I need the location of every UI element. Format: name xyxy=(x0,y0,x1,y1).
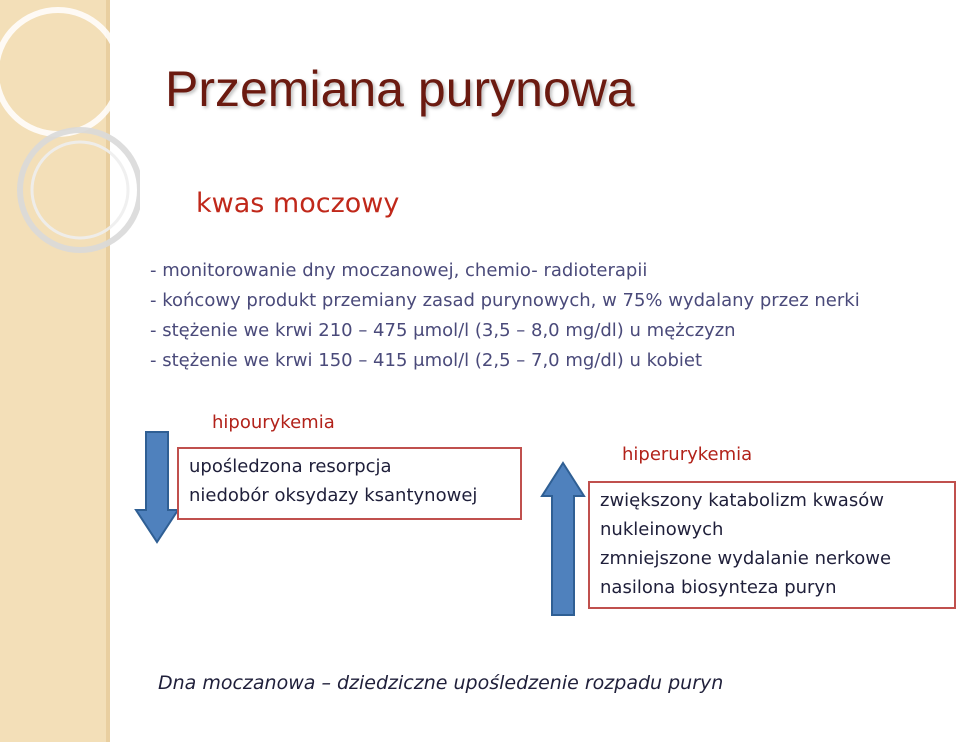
box-line: niedobór oksydazy ksantynowej xyxy=(189,485,478,506)
box-line: zwiększony katabolizm kwasów xyxy=(600,490,884,511)
bullet-list xyxy=(150,256,860,376)
bullet-item: - stężenie we krwi 210 – 475 μmol/l (3,5 – 8,0 mg/dl) u mężczyzn xyxy=(150,320,736,341)
box-line: upośledzona resorpcja xyxy=(189,456,392,477)
box-line: nasilona biosynteza puryn xyxy=(600,577,837,598)
box-line: nukleinowych xyxy=(600,519,724,540)
bullet-item: - monitorowanie dny moczanowej, chemio- radioterapii xyxy=(150,260,648,281)
hypouricemia-label: hipourykemia xyxy=(212,412,335,433)
arrow-up-icon xyxy=(538,460,588,618)
hypouricemia-box xyxy=(177,447,522,520)
slide-title: Przemiana purynowa xyxy=(165,61,635,117)
slide-subtitle: kwas moczowy xyxy=(196,188,400,219)
bullet-item: - końcowy produkt przemiany zasad purynowych, w 75% wydalany przez nerki xyxy=(150,290,860,311)
box-line: zmniejszone wydalanie nerkowe xyxy=(600,548,892,569)
decorative-circles xyxy=(0,0,140,260)
hyperuricemia-box xyxy=(588,481,956,609)
footer-note: Dna moczanowa – dziedziczne upośledzenie rozpadu puryn xyxy=(158,672,724,694)
arrow-down-icon xyxy=(132,428,182,546)
bullet-item: - stężenie we krwi 150 – 415 μmol/l (2,5 – 7,0 mg/dl) u kobiet xyxy=(150,350,703,371)
hyperuricemia-label: hiperurykemia xyxy=(622,444,753,465)
